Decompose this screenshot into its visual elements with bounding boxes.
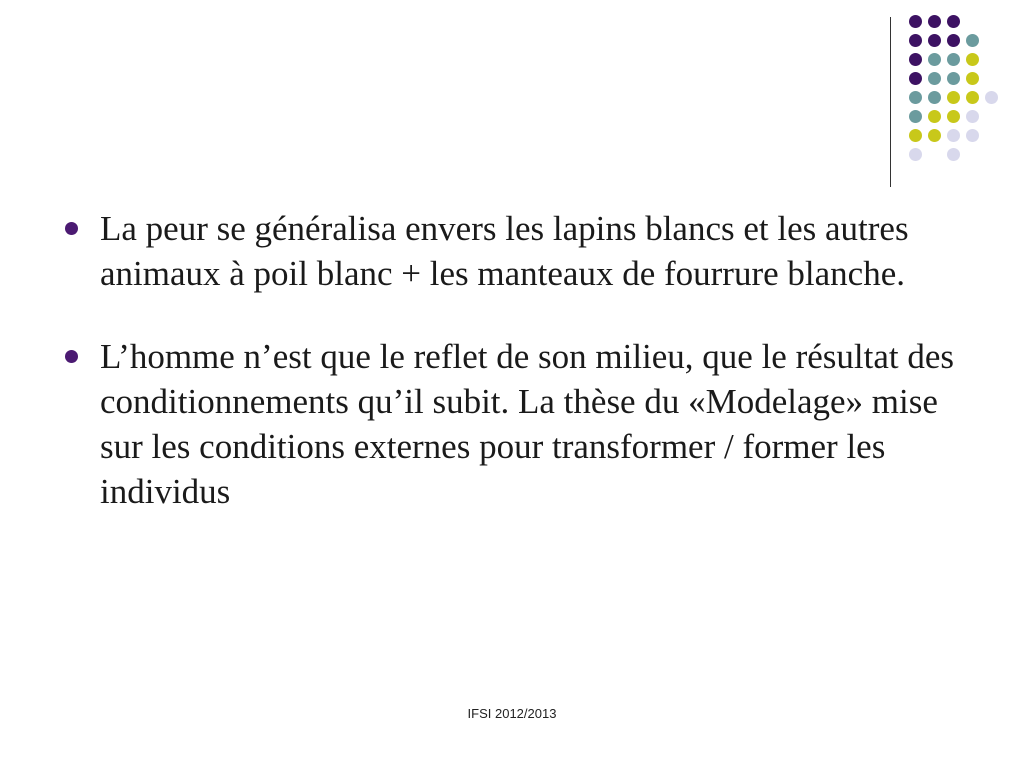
bullet-dot-icon — [65, 350, 78, 363]
decoration-dot — [928, 53, 941, 66]
decoration-dot — [947, 110, 960, 123]
decoration-dot — [928, 110, 941, 123]
slide-body — [62, 206, 982, 514]
decoration-dot — [909, 34, 922, 47]
decoration-dot — [909, 91, 922, 104]
decoration-dot — [928, 72, 941, 85]
decoration-dot — [966, 72, 979, 85]
decoration-dot — [947, 53, 960, 66]
decoration-dot — [966, 34, 979, 47]
decoration-dot — [947, 34, 960, 47]
decoration-dot — [909, 72, 922, 85]
decoration-dot — [947, 72, 960, 85]
bullet-text: La peur se généralisa envers les lapins blancs et les autres animaux à poil blanc + les manteaux de fourrure blanche. — [100, 209, 909, 293]
decoration-dot — [909, 129, 922, 142]
decoration-dot — [985, 91, 998, 104]
decoration-dot — [909, 15, 922, 28]
dot-pattern-decoration — [909, 15, 999, 165]
decoration-dot — [928, 15, 941, 28]
slide-footer: IFSI 2012/2013 — [467, 706, 557, 721]
decoration-dot — [947, 15, 960, 28]
decoration-dot — [966, 110, 979, 123]
decoration-dot — [909, 53, 922, 66]
bullet-dot-icon — [65, 222, 78, 235]
vertical-divider — [890, 17, 891, 187]
decoration-dot — [928, 91, 941, 104]
bullet-item — [62, 334, 982, 514]
decoration-dot — [928, 129, 941, 142]
bullet-text: L’homme n’est que le reflet de son milieu, que le résultat des conditionnements qu’il subit. La thèse du «Modelage» mise sur les conditions externes pour transformer / former les individus — [100, 337, 955, 511]
decoration-dot — [947, 129, 960, 142]
decoration-dot — [947, 91, 960, 104]
decoration-dot — [909, 110, 922, 123]
decoration-dot — [947, 148, 960, 161]
decoration-dot — [966, 53, 979, 66]
decoration-dot — [966, 129, 979, 142]
decoration-dot — [928, 34, 941, 47]
bullet-item — [62, 206, 982, 296]
decoration-dot — [966, 91, 979, 104]
decoration-dot — [909, 148, 922, 161]
